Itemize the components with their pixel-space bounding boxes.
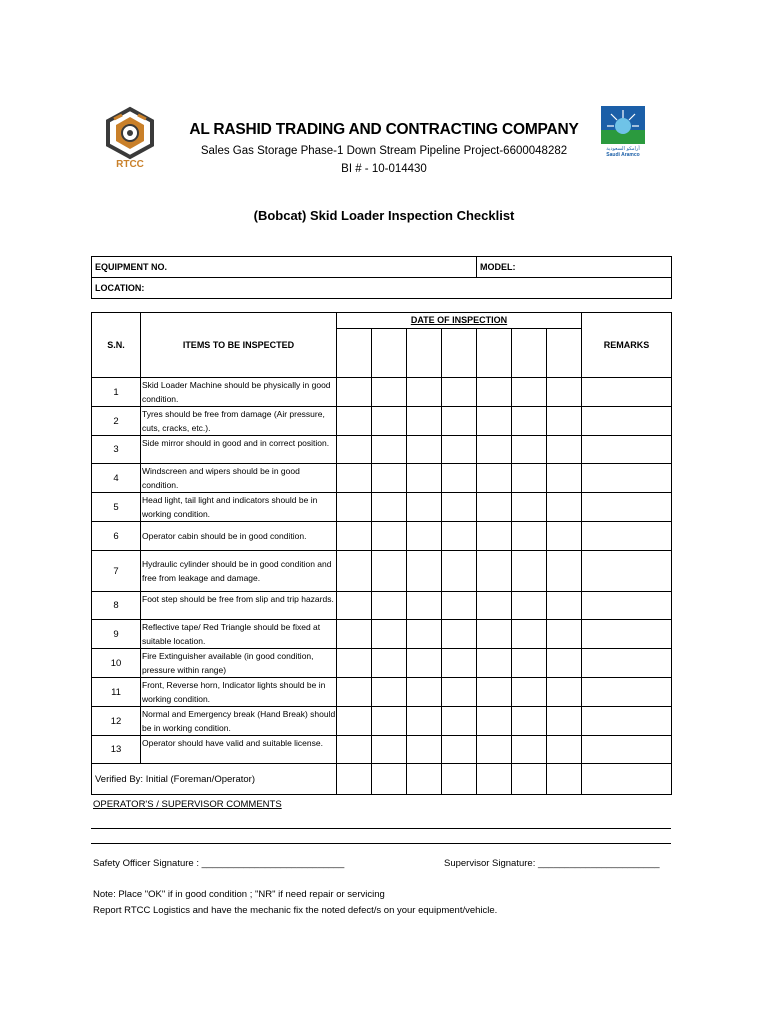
inspection-check-cell[interactable]: [477, 464, 512, 493]
inspection-check-cell[interactable]: [407, 620, 442, 649]
row-sn: 8: [92, 592, 141, 620]
row-item-text: Reflective tape/ Red Triangle should be fixed at suitable location.: [141, 620, 337, 649]
remarks-cell[interactable]: [582, 522, 672, 551]
inspection-check-cell[interactable]: [407, 493, 442, 522]
initial-cell[interactable]: [337, 764, 372, 795]
inspection-check-cell[interactable]: [337, 736, 372, 764]
inspection-check-cell[interactable]: [372, 464, 407, 493]
table-row: [92, 436, 672, 464]
date-cell[interactable]: [442, 329, 477, 378]
inspection-check-cell[interactable]: [407, 592, 442, 620]
supervisor-signature[interactable]: Supervisor Signature: _______________________: [444, 858, 660, 869]
table-row: [92, 551, 672, 592]
row-item-text: Operator cabin should be in good condition.: [141, 522, 337, 551]
inspection-check-cell[interactable]: [407, 649, 442, 678]
table-row: [92, 464, 672, 493]
inspection-check-cell[interactable]: [372, 493, 407, 522]
inspection-check-cell[interactable]: [407, 707, 442, 736]
inspection-check-cell[interactable]: [477, 678, 512, 707]
inspection-check-cell[interactable]: [442, 649, 477, 678]
table-row: [92, 592, 672, 620]
date-cell[interactable]: [372, 329, 407, 378]
row-item-text: Skid Loader Machine should be physically in good condition.: [141, 378, 337, 407]
inspection-check-cell[interactable]: [337, 649, 372, 678]
inspection-check-cell[interactable]: [512, 678, 547, 707]
inspection-check-cell[interactable]: [477, 407, 512, 436]
inspection-check-cell[interactable]: [372, 678, 407, 707]
inspection-check-cell[interactable]: [337, 620, 372, 649]
inspection-check-cell[interactable]: [372, 378, 407, 407]
row-sn: 7: [92, 551, 141, 592]
row-sn: 10: [92, 649, 141, 678]
inspection-check-cell[interactable]: [337, 592, 372, 620]
inspection-check-cell[interactable]: [407, 551, 442, 592]
safety-officer-signature[interactable]: Safety Officer Signature : ___________________________: [93, 858, 345, 869]
table-row: [92, 407, 672, 436]
sn-header: S.N.: [92, 313, 141, 378]
aramco-arabic-text: أرامكو السعودية: [606, 146, 640, 152]
inspection-check-cell[interactable]: [442, 378, 477, 407]
comment-line[interactable]: [91, 828, 671, 829]
document-title: (Bobcat) Skid Loader Inspection Checklist: [253, 208, 515, 223]
note-line: Note: Place "OK" if in good condition ; "NR" if need repair or servicing: [93, 889, 385, 900]
verified-by-label: Verified By: Initial (Foreman/Operator): [92, 764, 337, 795]
inspection-check-cell[interactable]: [337, 378, 372, 407]
date-cell[interactable]: [512, 329, 547, 378]
inspection-check-cell[interactable]: [442, 678, 477, 707]
inspection-check-cell[interactable]: [372, 620, 407, 649]
row-item-text: Tyres should be free from damage (Air pressure, cuts, cracks, etc.).: [141, 407, 337, 436]
inspection-check-cell[interactable]: [442, 407, 477, 436]
initial-cell[interactable]: [407, 764, 442, 795]
inspection-check-cell[interactable]: [547, 678, 582, 707]
inspection-check-cell[interactable]: [512, 592, 547, 620]
initial-cell[interactable]: [547, 764, 582, 795]
row-sn: 1: [92, 378, 141, 407]
inspection-check-cell[interactable]: [407, 522, 442, 551]
rtcc-logo-text: RTCC: [116, 159, 144, 169]
date-cell[interactable]: [407, 329, 442, 378]
inspection-check-cell[interactable]: [547, 522, 582, 551]
remarks-header: REMARKS: [582, 313, 672, 378]
row-sn: 11: [92, 678, 141, 707]
row-item-text: Fire Extinguisher available (in good condition, pressure within range): [141, 649, 337, 678]
inspection-check-cell[interactable]: [477, 649, 512, 678]
remarks-cell[interactable]: [582, 649, 672, 678]
initial-cell[interactable]: [477, 764, 512, 795]
comments-title: OPERATOR'S / SUPERVISOR COMMENTS: [93, 799, 282, 810]
inspection-check-cell[interactable]: [547, 464, 582, 493]
remarks-cell[interactable]: [582, 493, 672, 522]
inspection-check-cell[interactable]: [407, 464, 442, 493]
inspection-check-cell[interactable]: [442, 464, 477, 493]
inspection-check-cell[interactable]: [512, 620, 547, 649]
row-item-text: Normal and Emergency break (Hand Break) should be in working condition.: [141, 707, 337, 736]
inspection-check-cell[interactable]: [477, 707, 512, 736]
location-field[interactable]: LOCATION:: [92, 278, 672, 299]
inspection-check-cell[interactable]: [512, 493, 547, 522]
inspection-check-cell[interactable]: [512, 551, 547, 592]
inspection-check-cell[interactable]: [477, 592, 512, 620]
inspection-check-cell[interactable]: [442, 522, 477, 551]
note-line: Report RTCC Logistics and have the mechanic fix the noted defect/s on your equipment/vehicle.: [93, 905, 498, 916]
table-row: [92, 493, 672, 522]
inspection-check-cell[interactable]: [337, 707, 372, 736]
table-row: [92, 707, 672, 736]
table-row: [92, 736, 672, 764]
inspection-check-cell[interactable]: [337, 493, 372, 522]
inspection-check-cell[interactable]: [512, 707, 547, 736]
inspection-check-cell[interactable]: [442, 592, 477, 620]
inspection-check-cell[interactable]: [372, 707, 407, 736]
inspection-check-cell[interactable]: [477, 551, 512, 592]
inspection-check-cell[interactable]: [512, 378, 547, 407]
row-item-text: Operator should have valid and suitable license.: [141, 736, 337, 764]
row-sn: 12: [92, 707, 141, 736]
inspection-check-cell[interactable]: [372, 551, 407, 592]
inspection-check-cell[interactable]: [372, 736, 407, 764]
date-cell[interactable]: [477, 329, 512, 378]
inspection-check-cell[interactable]: [442, 620, 477, 649]
remarks-cell[interactable]: [582, 707, 672, 736]
inspection-check-cell[interactable]: [442, 551, 477, 592]
inspection-check-cell[interactable]: [407, 407, 442, 436]
model-field[interactable]: MODEL:: [477, 257, 672, 278]
date-cell[interactable]: [547, 329, 582, 378]
inspection-check-cell[interactable]: [442, 707, 477, 736]
initial-cell[interactable]: [372, 764, 407, 795]
table-row: [92, 678, 672, 707]
equipment-info-table: [91, 256, 672, 299]
inspection-check-cell[interactable]: [372, 436, 407, 464]
inspection-check-cell[interactable]: [547, 592, 582, 620]
inspection-check-cell[interactable]: [547, 378, 582, 407]
remarks-cell[interactable]: [582, 551, 672, 592]
items-header: ITEMS TO BE INSPECTED: [141, 313, 337, 378]
row-item-text: Head light, tail light and indicators should be in working condition.: [141, 493, 337, 522]
inspection-check-cell[interactable]: [512, 649, 547, 678]
remarks-cell[interactable]: [582, 464, 672, 493]
inspection-check-cell[interactable]: [477, 736, 512, 764]
row-sn: 3: [92, 436, 141, 464]
inspection-check-cell[interactable]: [547, 649, 582, 678]
inspection-check-cell[interactable]: [547, 707, 582, 736]
aramco-logo-text: Saudi Aramco: [606, 152, 640, 158]
inspection-check-cell[interactable]: [547, 620, 582, 649]
inspection-check-cell[interactable]: [547, 736, 582, 764]
inspection-check-cell[interactable]: [372, 407, 407, 436]
initial-cell[interactable]: [442, 764, 477, 795]
row-sn: 9: [92, 620, 141, 649]
remarks-cell[interactable]: [582, 407, 672, 436]
inspection-check-cell[interactable]: [407, 678, 442, 707]
remarks-cell[interactable]: [582, 436, 672, 464]
date-cell[interactable]: [337, 329, 372, 378]
inspection-check-cell[interactable]: [512, 522, 547, 551]
bi-number: BI # - 10-014430: [341, 163, 427, 175]
row-item-text: Side mirror should in good and in correct position.: [141, 436, 337, 464]
project-line: Sales Gas Storage Phase-1 Down Stream Pipeline Project-6600048282: [200, 145, 568, 157]
inspection-check-cell[interactable]: [512, 436, 547, 464]
inspection-check-cell[interactable]: [477, 620, 512, 649]
inspection-check-cell[interactable]: [337, 407, 372, 436]
date-of-inspection-header: DATE OF INSPECTION: [337, 313, 582, 329]
equipment-no-field[interactable]: EQUIPMENT NO.: [92, 257, 477, 278]
inspection-check-cell[interactable]: [407, 436, 442, 464]
inspection-check-cell[interactable]: [337, 464, 372, 493]
remarks-cell[interactable]: [582, 620, 672, 649]
verified-by-row: [92, 764, 672, 795]
inspection-check-cell[interactable]: [372, 649, 407, 678]
table-row: [92, 649, 672, 678]
table-row: [92, 378, 672, 407]
row-item-text: Foot step should be free from slip and trip hazards.: [141, 592, 337, 620]
remarks-cell[interactable]: [582, 736, 672, 764]
row-item-text: Front, Reverse horn, Indicator lights should be in working condition.: [141, 678, 337, 707]
inspection-check-cell[interactable]: [547, 407, 582, 436]
inspection-check-cell[interactable]: [547, 493, 582, 522]
inspection-table: [91, 312, 672, 795]
row-sn: 4: [92, 464, 141, 493]
remarks-cell[interactable]: [582, 764, 672, 795]
row-sn: 13: [92, 736, 141, 764]
inspection-check-cell[interactable]: [477, 522, 512, 551]
company-name: AL RASHID TRADING AND CONTRACTING COMPANY: [189, 121, 579, 138]
row-sn: 2: [92, 407, 141, 436]
inspection-check-cell[interactable]: [477, 436, 512, 464]
inspection-check-cell[interactable]: [477, 378, 512, 407]
inspection-check-cell[interactable]: [512, 464, 547, 493]
row-item-text: Windscreen and wipers should be in good condition.: [141, 464, 337, 493]
inspection-check-cell[interactable]: [407, 736, 442, 764]
row-sn: 5: [92, 493, 141, 522]
inspection-check-cell[interactable]: [477, 493, 512, 522]
remarks-cell[interactable]: [582, 678, 672, 707]
inspection-check-cell[interactable]: [442, 436, 477, 464]
remarks-cell[interactable]: [582, 592, 672, 620]
inspection-check-cell[interactable]: [372, 522, 407, 551]
comment-line[interactable]: [91, 843, 671, 844]
inspection-check-cell[interactable]: [337, 436, 372, 464]
inspection-check-cell[interactable]: [547, 551, 582, 592]
table-row: [92, 522, 672, 551]
table-row: [92, 620, 672, 649]
remarks-cell[interactable]: [582, 378, 672, 407]
inspection-check-cell[interactable]: [512, 407, 547, 436]
inspection-check-cell[interactable]: [512, 736, 547, 764]
inspection-check-cell[interactable]: [337, 678, 372, 707]
inspection-check-cell[interactable]: [442, 736, 477, 764]
row-item-text: Hydraulic cylinder should be in good condition and free from leakage and damage.: [141, 551, 337, 592]
inspection-check-cell[interactable]: [337, 522, 372, 551]
inspection-check-cell[interactable]: [547, 436, 582, 464]
inspection-check-cell[interactable]: [372, 592, 407, 620]
row-sn: 6: [92, 522, 141, 551]
inspection-check-cell[interactable]: [407, 378, 442, 407]
initial-cell[interactable]: [512, 764, 547, 795]
inspection-check-cell[interactable]: [337, 551, 372, 592]
inspection-check-cell[interactable]: [442, 493, 477, 522]
